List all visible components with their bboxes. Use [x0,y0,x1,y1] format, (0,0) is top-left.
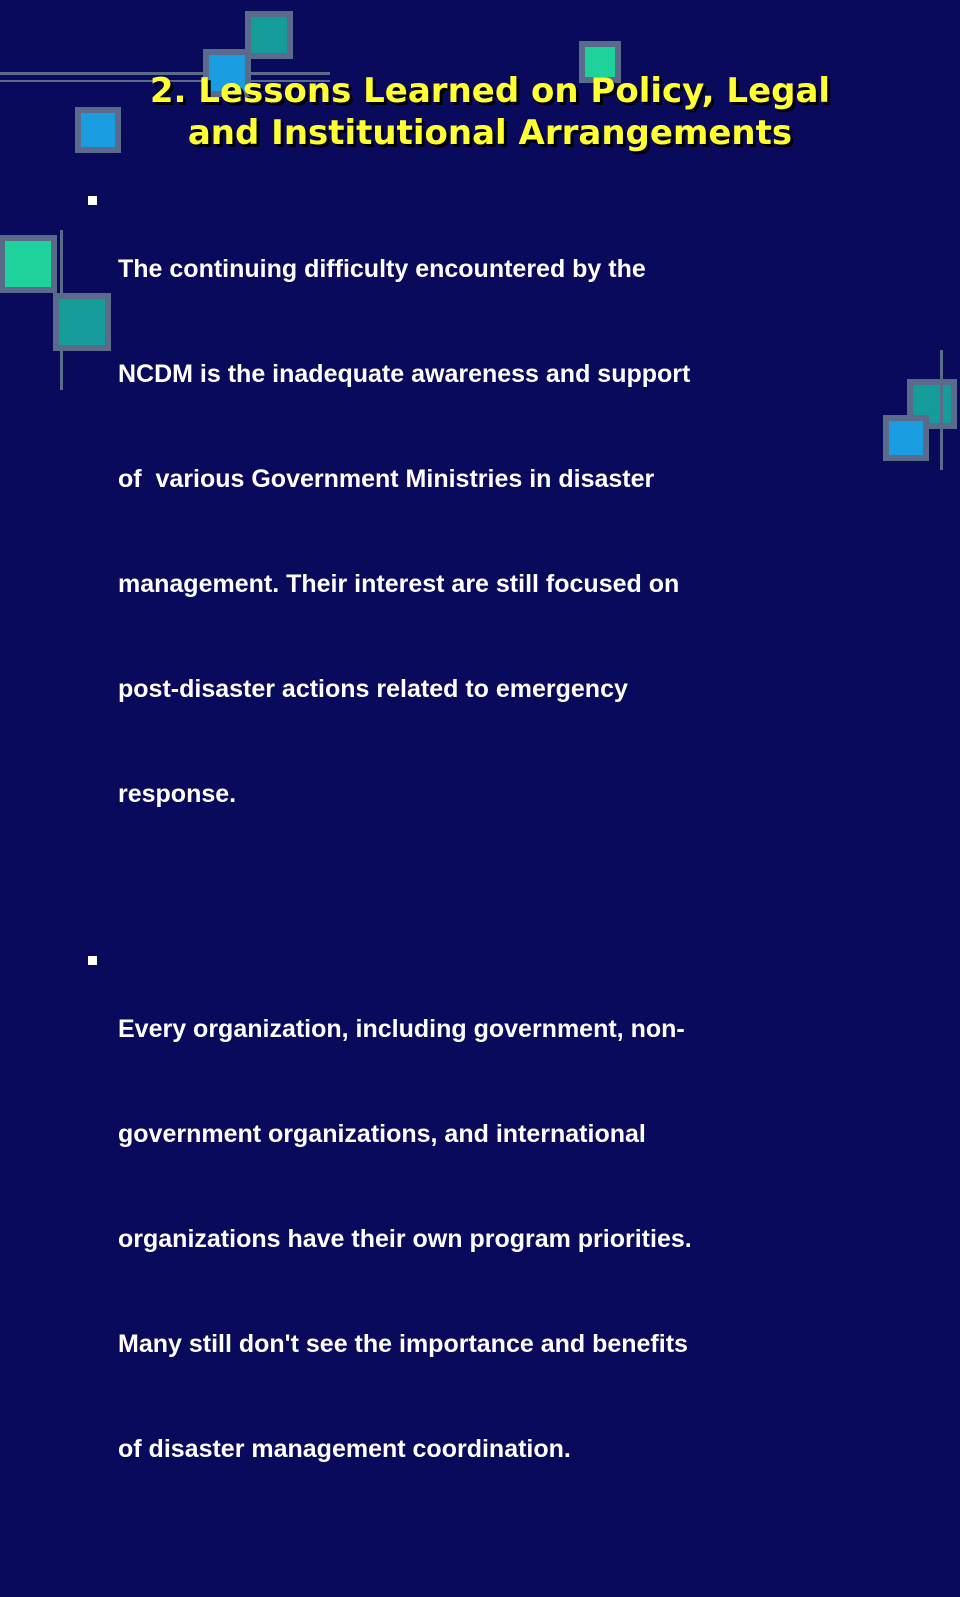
bullet-1-line: of various Government Ministries in disaster [118,465,655,493]
deco-line-right [940,350,943,470]
bullet-1-line: post-disaster actions related to emergency [118,675,628,703]
bullet-item-2 [88,942,868,1537]
slide-title [60,70,920,154]
square-bullet-icon [88,196,97,205]
deco-square-green-left [2,238,54,290]
bullet-1-line: NCDM is the inadequate awareness and support [118,360,691,388]
bullet-1-line: The continuing difficulty encountered by the [118,255,646,283]
bullet-2-line: government organizations, and international [118,1120,646,1148]
deco-square-teal-top [248,14,290,56]
bullet-2-line: Every organization, including government, non- [118,1015,685,1043]
bullet-1-line: response. [118,780,237,808]
slide-title-line-1: 2. Lessons Learned on Policy, Legal [149,71,831,111]
bullet-2-line: Many still don't see the importance and benefits [118,1330,688,1358]
square-bullet-icon [88,956,97,965]
slide-title-line-2: and Institutional Arrangements [187,113,793,153]
deco-square-blue-right [886,418,926,458]
bullet-item-1 [88,182,868,882]
bullet-list [88,182,868,1597]
bullet-2-line: of disaster management coordination. [118,1435,571,1463]
bullet-1-line: management. Their interest are still focused on [118,570,680,598]
bullet-text-1 [118,182,868,882]
bullet-text-2 [118,942,868,1537]
bullet-2-line: organizations have their own program priorities. [118,1225,692,1253]
